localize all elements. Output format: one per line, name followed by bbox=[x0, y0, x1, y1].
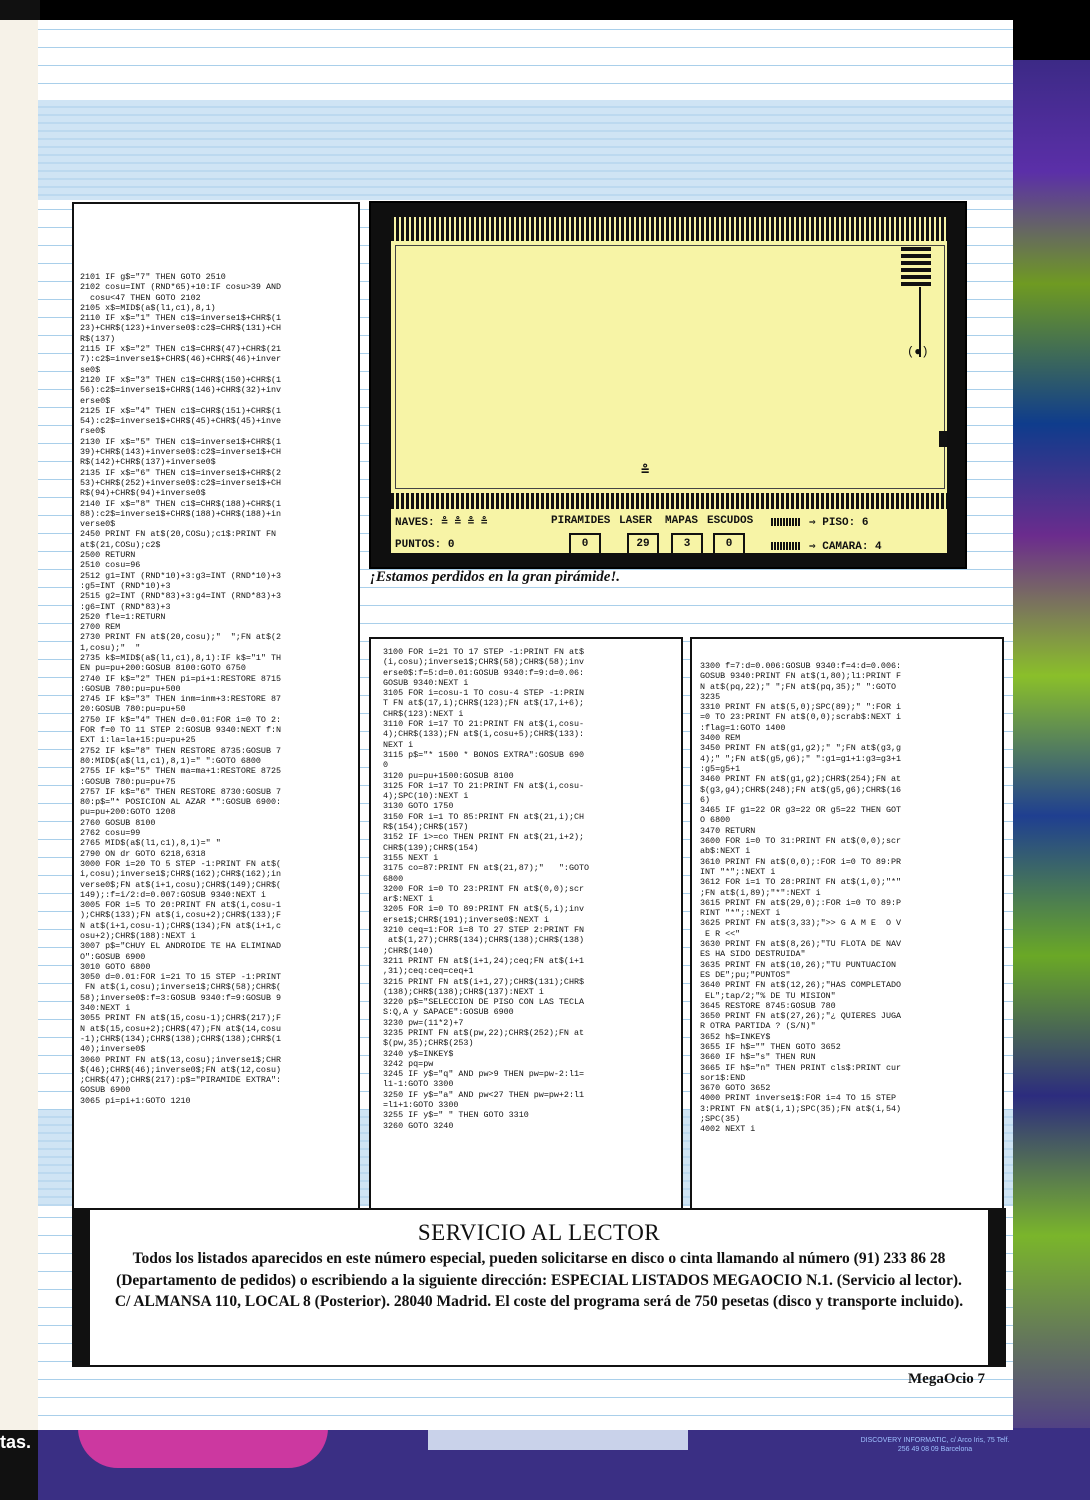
listing-code: 3300 f=7:d=0.006:GOSUB 9340:f=4:d=0.006: GOSUB 9340:PRINT FN at$(1,80);l1:PRINT F N at$(pq,22);" ";FN at$(pq,35);" ":GOTO 3235 3310 PRINT FN at$(5,0);SPC(89);" ":FOR i =0 TO 23:PRINT FN at$(0,0);scrab$:NEXT i :flag=1:GOTO 1400 3400 REM 3450 PRINT FN at$(g1,g2);" ";FN at$(g3,g 4);" ";FN at$(g5,g6);" ":g1=g1+1:g3=g3+1 :g5=g5+1 3460 PRINT FN at$(g1,g2);CHR$(254);FN at $(g3,g4);CHR$(248);FN at$(g5,g6);CHR$(16 6) 3465 IF g1=22 OR g3=22 OR g5=22 THEN GOT O 6800 3470 RETURN 3600 FOR i=0 TO 31:PRINT FN at$(0,0);scr ab$:NEXT i 3610 PRINT FN at$(0,0);:FOR i=0 TO 89:PR INT "*";:NEXT i 3612 FOR i=1 TO 28:PRINT FN at$(i,0);"*" ;FN at$(i,89);"*":NEXT i 3615 PRINT FN at$(29,0);:FOR i=0 TO 89:P RINT "*";:NEXT i 3625 PRINT FN at$(3,33);">> G A M E O V E R <<" 3630 PRINT FN at$(8,26);"TU FLOTA DE NAV ES HA SIDO DESTRUIDA" 3635 PRINT FN at$(10,26);"TU PUNTUACION ES DE";pu;"PUNTOS" 3640 PRINT FN at$(12,26);"HAS COMPLETADO EL";tap/2;"% DE TU MISION" 3645 RESTORE 8745:GOSUB 780 3650 PRINT FN at$(27,26);"¿ QUIERES JUGA R OTRA PARTIDA ? (S/N)" 3652 h$=INKEY$ 3655 IF h$="" THEN GOTO 3652 3660 IF h$="s" THEN RUN 3665 IF h$="n" THEN PRINT cls$:PRINT cur sor1$:END 3670 GOTO 3652 4000 PRINT inverse1$:FOR i=4 TO 15 STEP 3:PRINT FN at$(i,1);SPC(35);FN at$(i,54) ;SPC(35) 4002 NEXT i bbox=[700, 661, 902, 1135]
floor-pattern bbox=[391, 493, 947, 509]
service-title: SERVICIO AL LECTOR bbox=[417, 1220, 661, 1245]
screenshot-caption: ¡Estamos perdidos en la gran pirámide!. bbox=[370, 569, 621, 585]
piramides-value: 0 bbox=[569, 533, 601, 555]
naves-label: NAVES: bbox=[395, 517, 435, 529]
hook-icon: (●) bbox=[907, 345, 929, 359]
piramides-label: PIRAMIDES bbox=[551, 515, 611, 527]
basic-listing-column-2 bbox=[369, 637, 683, 1299]
wall-block bbox=[939, 431, 947, 447]
listing-code: 3100 FOR i=21 TO 17 STEP -1:PRINT FN at$ (i,cosu);inverse1$;CHR$(58);CHR$(58);inv erse0$:f=5:d=0.01:GOSUB 9340:f=9:d=0.06: GOSUB 9340:NEXT i 3105 FOR i=cosu-1 TO cosu-4 STEP -1:PRIN T FN at$(17,i);CHR$(123);FN at$(17,i+6); CHR$(123):NEXT i 3110 FOR i=17 TO 21:PRINT FN at$(i,cosu- 4);CHR$(133);FN at$(i,cosu+5);CHR$(133): NEXT i 3115 p$="* 1500 * BONOS EXTRA":GOSUB 690 0 3120 pu=pu+1500:GOSUB 8100 3125 FOR i=17 TO 21:PRINT FN at$(i,cosu- 4);SPC(10):NEXT i 3130 GOTO 1750 3150 FOR i=1 TO 85:PRINT FN at$(21,i);CH R$(154);CHR$(157) 3152 IF i>=co THEN PRINT FN at$(21,i+2); CHR$(139);CHR$(154) 3155 NEXT i 3175 co=87:PRINT FN at$(21,87);" ":GOTO 6800 3200 FOR i=0 TO 23:PRINT FN at$(0,0);scr ar$:NEXT i 3205 FOR i=0 TO 89:PRINT FN at$(5,i);inv erse1$;CHR$(191);inverse0$:NEXT i 3210 ceq=1:FOR i=8 TO 27 STEP 2:PRINT FN at$(1,27);CHR$(134);CHR$(138);CHR$(138) ;CHR$(140) 3211 PRINT FN at$(i+1,24);ceq;FN at$(i+1 ,31);ceq:ceq=ceq+1 3215 PRINT FN at$(i+1,27);CHR$(131);CHR$ (138);CHR$(138);CHR$(137):NEXT i 3220 p$="SELECCION DE PISO CON LAS TECLA S:Q,A y SAPACE":GOSUB 6900 3230 pw=(11*2)+7 3235 PRINT FN at$(pw,22);CHR$(252);FN at $(pw,35);CHR$(253) 3240 y$=INKEY$ 3242 pq=pw 3245 IF y$="q" AND pw>9 THEN pw=pw-2:l1= l1-1:GOTO 3300 3250 IF y$="a" AND pw<27 THEN pw=pw+2:l1 =l1+1:GOTO 3300 3255 IF y$=" " THEN GOTO 3310 3260 GOTO 3240 bbox=[383, 647, 590, 1131]
camara-bar bbox=[771, 542, 801, 550]
puntos-value: 0 bbox=[447, 539, 455, 551]
laser-label: LASER bbox=[619, 515, 653, 527]
escudos-label: ESCUDOS bbox=[707, 515, 754, 527]
page-number: MegaOcio 7 bbox=[908, 1371, 986, 1387]
escudos-value: 0 bbox=[713, 533, 745, 555]
player-ship-icon: ≗ bbox=[641, 464, 650, 480]
brick-wall bbox=[901, 247, 931, 287]
mapas-label: MAPAS bbox=[665, 515, 699, 527]
ad-graphic bbox=[428, 1428, 688, 1450]
hud-puntos bbox=[395, 539, 454, 551]
game-screen bbox=[391, 217, 947, 553]
piso-label: ⇒ PISO: 6 bbox=[809, 517, 869, 529]
mapas-value: 3 bbox=[671, 533, 703, 555]
play-area bbox=[395, 245, 945, 489]
facing-page-text: tas. bbox=[0, 1432, 32, 1452]
naves-icons: ≗ ≗ ≗ ≗ bbox=[441, 517, 488, 529]
piso-bar bbox=[771, 518, 801, 526]
ceiling-pattern bbox=[391, 217, 947, 241]
hud-naves bbox=[395, 515, 488, 529]
service-body: Todos los listados aparecidos en este número especial, pueden solicitarse en disco o cinta llamando al número (91) 233 86 28 (Departamento de pedidos) o escribiendo a la siguiente dirección: ESPECIAL LISTADOS MEGAOCIO N.1. (Servicio al lector). C/ ALMANSA 110, LOCAL 8 (Posterior). 28040 Madrid. El coste del programa será de 750 pesetas (disco y transporte incluido). bbox=[114, 1250, 964, 1310]
blue-band bbox=[38, 100, 1013, 200]
camara-label: ⇒ CAMARA: 4 bbox=[809, 541, 882, 553]
reader-service-box bbox=[72, 1208, 1006, 1367]
listing-code: 2101 IF g$="7" THEN GOTO 2510 2102 cosu=INT (RND*65)+10:IF cosu>39 AND cosu<47 THEN GOTO 2102 2105 x$=MID$(a$(l1,c1),8,1) 2110 IF x$="1" THEN c1$=inverse1$+CHR$(1 23)+CHR$(123)+inverse0$:c2$=CHR$(131)+CH R$(137) 2115 IF x$="2" THEN c1$=CHR$(47)+CHR$(21 7):c2$=inverse1$+CHR$(46)+CHR$(46)+inver se0$ 2120 IF x$="3" THEN c1$=CHR$(150)+CHR$(1 56):c2$=inverse1$+CHR$(146)+CHR$(32)+inv erse0$ 2125 IF x$="4" THEN c1$=CHR$(151)+CHR$(1 54):c2$=inverse1$+CHR$(45)+CHR$(45)+inve rse0$ 2130 IF x$="5" THEN c1$=inverse1$+CHR$(1 39)+CHR$(143)+inverse0$:c2$=inverse1$+CH R$(142)+CHR$(137)+inverse0$ 2135 IF x$="6" THEN c1$=inverse1$+CHR$(2 53)+CHR$(252)+inverse0$:c2$=inverse1$+CH R$(94)+CHR$(94)+inverse0$ 2140 IF x$="8" THEN c1$=CHR$(188)+CHR$(1 88):c2$=inverse1$+CHR$(188)+CHR$(188)+in verse0$ 2450 PRINT FN at$(20,COSu);c1$:PRINT FN at$(21,COSu);c2$ 2500 RETURN 2510 cosu=96 2512 g1=INT (RND*10)+3:g3=INT (RND*10)+3 :g5=INT (RND*10)+3 2515 g2=INT (RND*83)+3:g4=INT (RND*83)+3 :g6=INT (RND*83)+3 2520 fle=1:RETURN 2700 REM 2730 PRINT FN at$(20,cosu);" ";FN at$(2 1,cosu);" " 2735 k$=MID$(a$(l1,c1),8,1):IF k$="1" TH EN pu=pu+200:GOSUB 8100:GOTO 6750 2740 IF k$="2" THEN pi=pi+1:RESTORE 8715 :GOSUB 780:pu=pu+500 2745 IF k$="3" THEN inm=inm+3:RESTORE 87 20:GOSUB 780:pu=pu+50 2750 IF k$="4" THEN d=0.01:FOR i=0 TO 2: FOR f=0 TO 11 STEP 2:GOSUB 9340:NEXT f:N EXT i:la=la+15:pu=pu+25 2752 IF k$="8" THEN RESTORE 8735:GOSUB 7 80:MID$(a$(l1,c1),8,1)=" ":GOTO 6800 2755 IF k$="5" THEN ma=ma+1:RESTORE 8725 :GOSUB 780:pu=pu+75 2757 IF k$="6" THEN RESTORE 8730:GOSUB 7 80:p$="* POSICION AL AZAR *":GOSUB 6900: pu=pu+200:GOTO 1208 2760 GOSUB 8100 2762 cosu=99 2765 MID$(a$(l1,c1),8,1)=" " 2790 ON dr GOTO 6218,6318 3000 FOR i=20 TO 5 STEP -1:PRINT FN at$( i,cosu);inverse1$;CHR$(162);CHR$(162);in verse0$;FN at$(i+1,cosu);CHR$(149);CHR$( 149);:f=i/2:d=0.007:GOSUB 9340:NEXT i 3005 FOR i=5 TO 20:PRINT FN at$(i,cosu-1 );CHR$(133);FN at$(i,cosu+2);CHR$(133);F N at$(i+1,cosu-1);CHR$(134);FN at$(i+1,c osu+2);CHR$(188):NEXT i 3007 p$="CHUY EL ANDROIDE TE HA ELIMINAD O":GOSUB 6900 3010 GOTO 6800 3050 d=0.01:FOR i=21 TO 15 STEP -1:PRINT FN at$(i,cosu);inverse1$;CHR$(58);CHR$( 58);inverse0$:f=3:GOSUB 9340:f=9:GOSUB 9 340:NEXT i 3055 PRINT FN at$(15,cosu-1);CHR$(217);F N at$(15,cosu+2);CHR$(47);FN at$(14,cosu -1);CHR$(134);CHR$(138);CHR$(138);CHR$(1 40);inverse0$ 3060 PRINT FN at$(13,cosu);inverse1$;CHR $(46);CHR$(46);inverse0$;FN at$(12,cosu) ;CHR$(47);CHR$(217):p$="PIRAMIDE EXTRA": GOSUB 6900 3065 pi=pi+1:GOTO 1210 bbox=[80, 272, 282, 1106]
basic-listing-column-3 bbox=[690, 637, 1004, 1299]
next-page-artwork bbox=[1012, 60, 1090, 1460]
puntos-label: PUNTOS: bbox=[395, 539, 442, 551]
laser-value: 29 bbox=[627, 533, 659, 555]
ad-credit: DISCOVERY INFORMATIC, c/ Arco Iris, 75 Telf. 256 49 08 09 Barcelona bbox=[860, 1437, 1010, 1453]
ad-graphic bbox=[78, 1428, 328, 1468]
basic-listing-column-1 bbox=[72, 202, 360, 1299]
game-screenshot bbox=[369, 201, 967, 569]
